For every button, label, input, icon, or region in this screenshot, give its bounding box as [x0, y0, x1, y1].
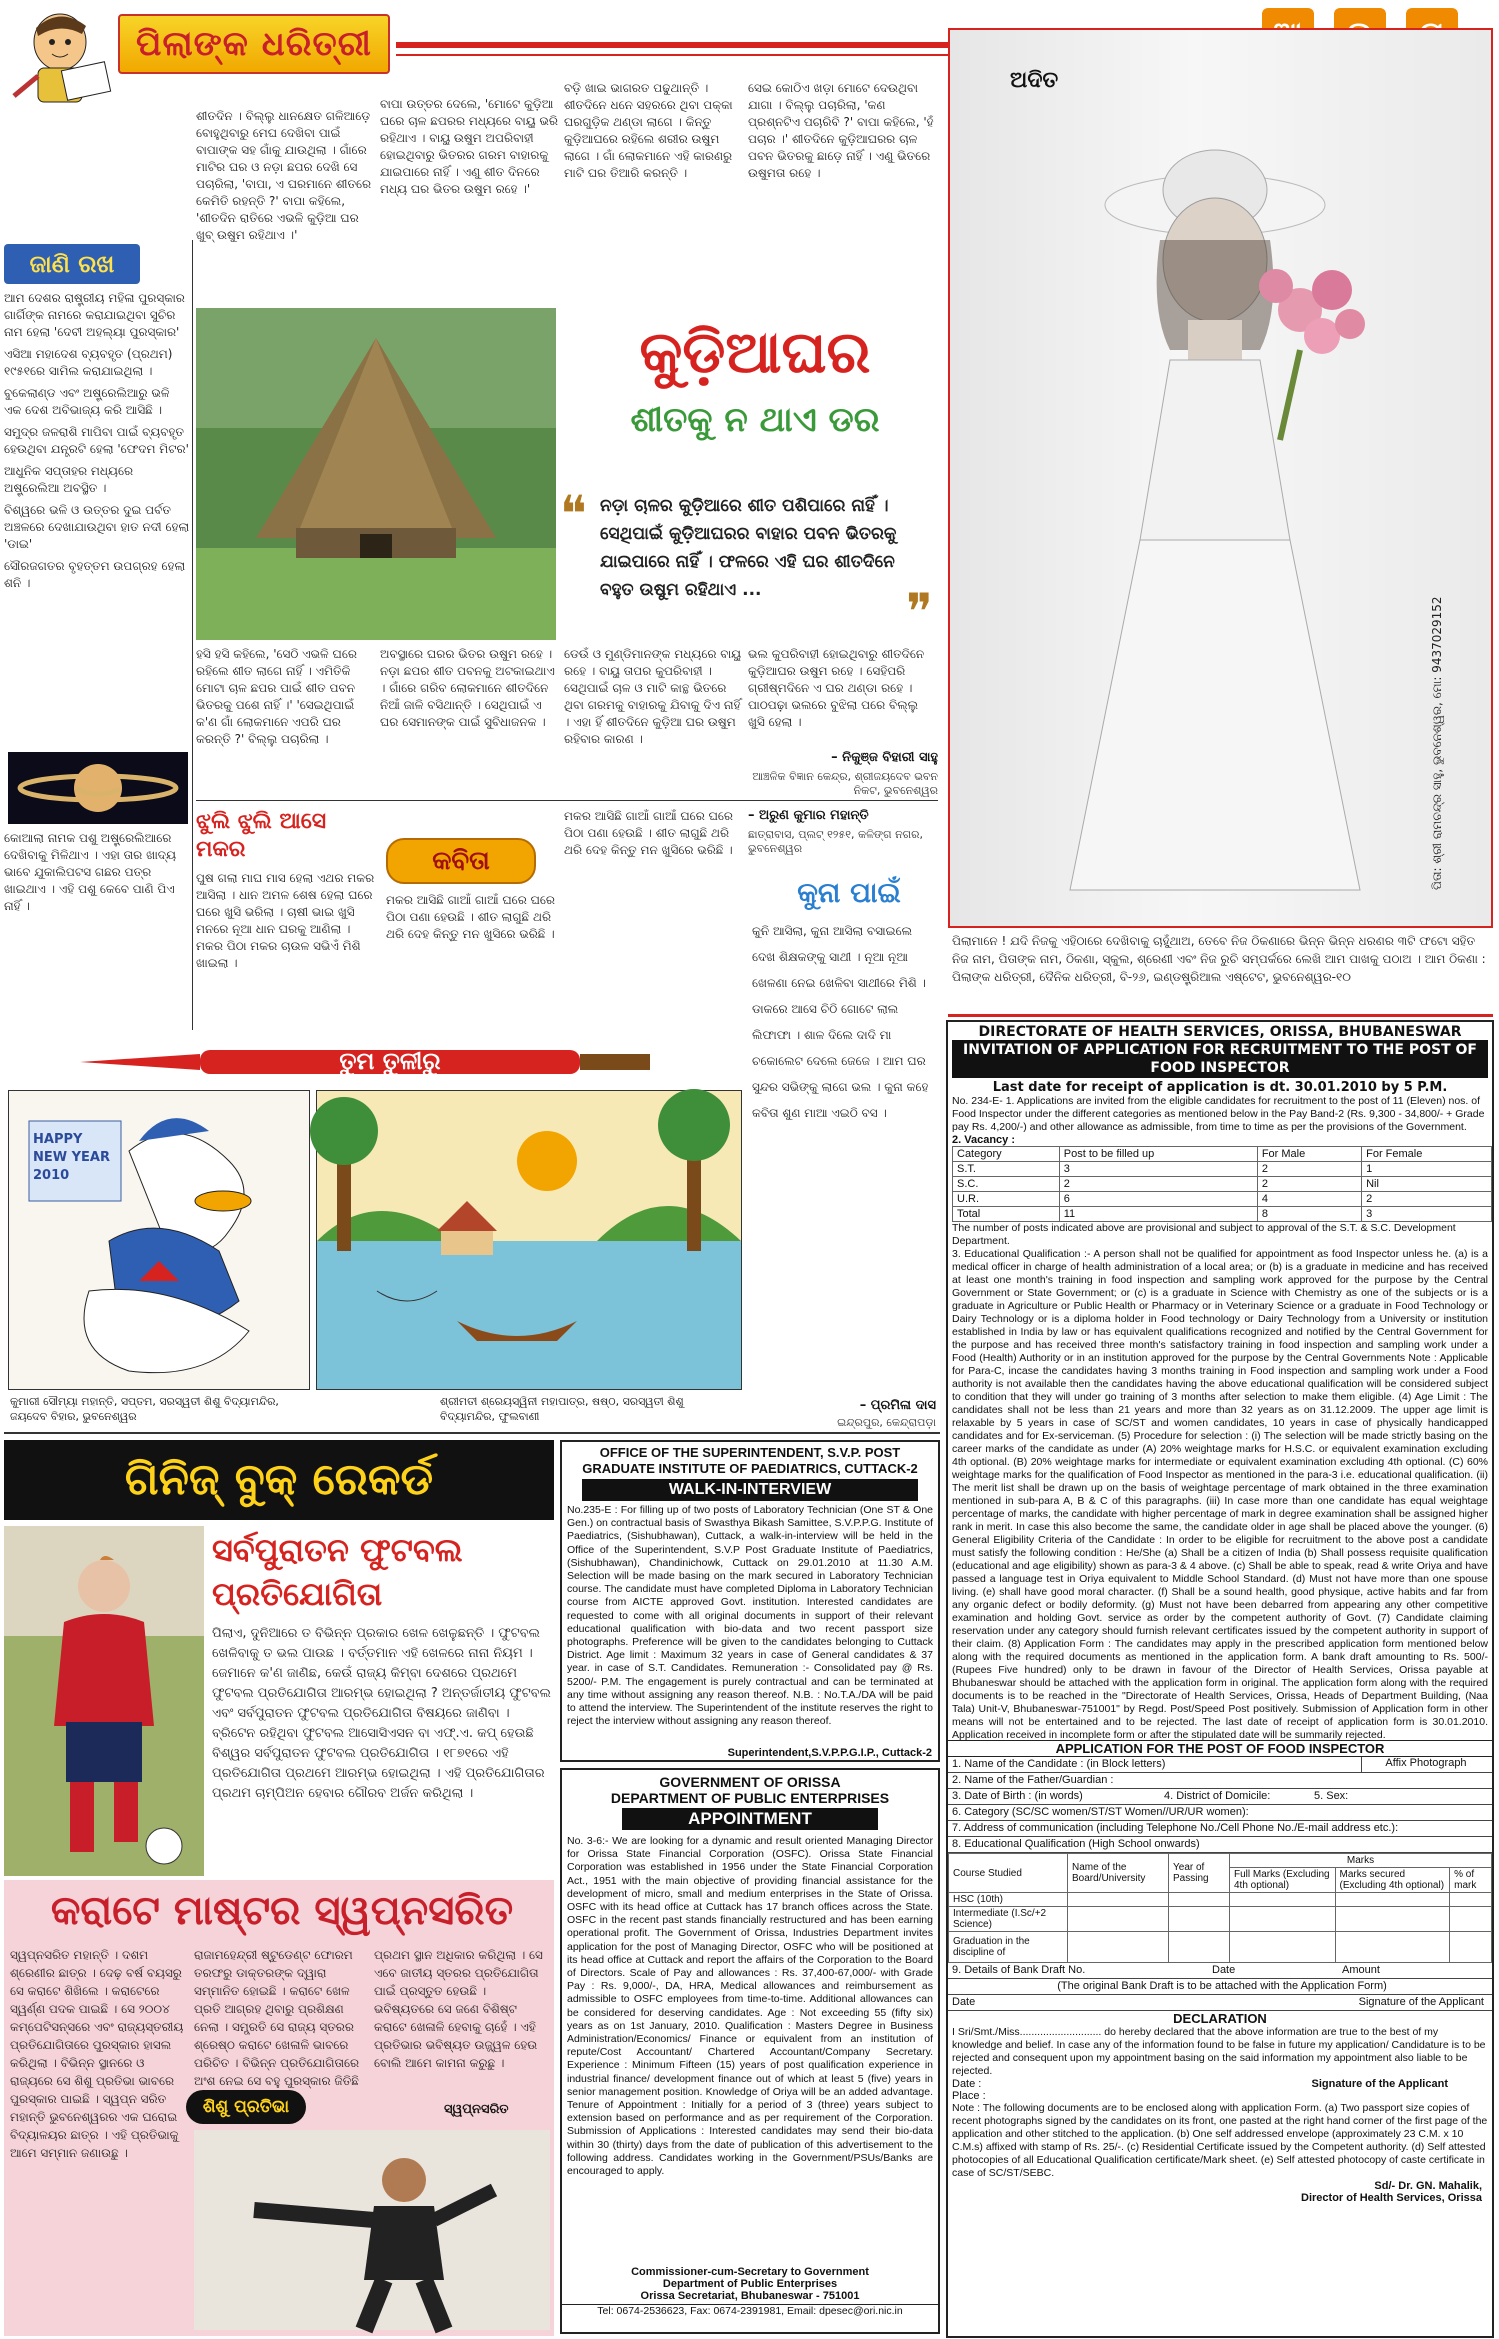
- affix-photo-label: Affix Photograph: [1385, 1757, 1467, 1769]
- header-red-stripe: [396, 42, 986, 48]
- story-col-1b: ହସି ହସି କହିଲେ, 'ସେଠି ଏଭଳି ଘରେ ରହିଲେ ଶୀତ ଲାଗେ ନାହିଁ । ଏମିତିକି ମୋଟା ଚାଳ ଛପର ପାଇଁ ଶୀତ ପବନ ଭିତରକୁ ପଶେ ନାହିଁ ।' 'ସେଇଥିପାଇଁ କ'ଣ ଗାଁ ଲୋକମାନେ ଏପରି ଘର କରନ୍ତି ?' ବିଲ୍ଲୁ ପଚାରିଲା ।: [196, 647, 357, 746]
- karate-photo-caption: ସ୍ୱପ୍ନସରିତ: [444, 2102, 509, 2117]
- boy-reading-illustration: [8, 6, 118, 114]
- story-bottom-rule: [196, 800, 938, 801]
- decl-place: Place :: [952, 2090, 986, 2102]
- story-col-2b: ଅବସ୍ଥାରେ ଘରର ଭିତର ଉଷୁମ ରହେ । ନଡ଼ା ଛପର ଶୀତ ପବନକୁ ଅଟକାଇଥାଏ । ଗାଁରେ ଗରିବ ଲୋକମାନେ ଶୀତଦିନେ ନିଆଁ ଜାଳି ବସିଥାନ୍ତି । ସେଥିପାଇଁ ଏ ଘର ସେମାନଙ୍କ ପାଇଁ ସୁବିଧାଜନକ ।: [380, 647, 555, 729]
- health-ad-dept: DIRECTORATE OF HEALTH SERVICES, ORISSA, BHUBANESWAR: [978, 1024, 1462, 1040]
- guinness-heading: ଗିନିଜ୍ ବୁକ୍ ରେକର୍ଡ: [124, 1454, 434, 1505]
- village-river-drawing: [317, 1091, 741, 1389]
- aina-divider: [948, 1014, 1493, 1017]
- drawing-text: HAPPY NEW YEAR 2010: [33, 1132, 110, 1183]
- drawing-caption-1: କୁମାରୀ ସୌମ୍ୟା ମହାନ୍ତି, ସପ୍ତମ, ସରସ୍ୱତୀ ଶିଶୁ ବିଦ୍ୟାମନ୍ଦିର, ଜୟଦେବ ବିହାର, ଭୁବନେଶ୍ୱର: [10, 1395, 279, 1423]
- health-ad-signatory: Sd/- Dr. GN. Mahalik,: [1374, 2180, 1482, 2192]
- table-row: S.T. 3 2 1: [953, 1162, 1492, 1177]
- karate-body-3: ପ୍ରଥମ ସ୍ଥାନ ଅଧିକାର କରିଥିଲା । ସେ ଏବେ ଜାତୀୟ ସ୍ତରର ପ୍ରତିଯୋଗିତା ପାଇଁ ପ୍ରସ୍ତୁତ ହେଉଛି । ଭବିଷ୍ୟତରେ ସେ ଜଣେ ବିଶିଷ୍ଟ କରାଟେ ଖେଳାଳି ହେବାକୁ ଚାହେଁ । ଏହି ପ୍ରତିଭାର ଭବିଷ୍ୟତ ଉଜ୍ଜ୍ୱଳ ହେଉ ବୋଲି ଆମେ କାମନା କରୁଛୁ ।: [374, 1948, 543, 2070]
- svpp-body: No.235-E : For filling up of two posts of Laboratory Technician (One ST & One Gen.) on contractual basis of Swasthya Bikash Samittee, S.V.P.P.G. Institute of Paediatrics, (Sishubhawan), Cuttack, a walk-in-interview will be held in the Office of the Superintendent, S.V.P Post Graduate Institute of Paediatrics, (Sishubhawan), Chandinichowk, Cuttack on 29.01.2010 at 11.30 A.M. Selection will be made basing on the mark secured in Laboratory Technician course. The candidate must have completed Diploma in Laboratory Technician course from AICTE approved Govt. institution. Interested candidates are requested to come with all original documents in support of their relevant educational qualification with bio-data and two recent passport size photographs. Preference will be given to the candidates belonging to Cuttack District. Age limit : Maximum 32 years in case of General candidates & 37 year. in case of S.T. Candidates. Remuneration :- Consolidated pay @ Rs. 5200/- P.M. The engagement is purely contractual and can be terminated at any time without assigning any reason thereof. N.B. : No.T.A./DA will be paid to attend the interview. The Superintendent of the institute reserves the right to reject the interview without assigning any reason thereof.: [567, 1504, 933, 1728]
- health-ad-vacancy-label: 2. Vacancy :: [952, 1134, 1015, 1146]
- form-field-education: 8. Educational Qualification (High School onwards): [948, 1837, 1492, 1853]
- drawing-frame-1: [8, 1090, 310, 1390]
- table-row: Course Studied Name of the Board/University Year of Passing Marks: [949, 1854, 1492, 1868]
- table-row: Full Marks (Excluding 4th optional) Marks secured (Excluding 4th optional) % of mark: [949, 1868, 1492, 1893]
- guinness-title: ସର୍ବପୁରାତନ ଫୁଟବଲ ପ୍ରତିଯୋଗିତା: [212, 1531, 463, 1613]
- fact-item: ସମୁଦ୍ର ଜଳରାଶି ମାପିବା ପାଇଁ ବ୍ୟବହୃତ ହେଉଥିବା ଯନ୍ତ୍ରଟି ହେଲା 'ଫେଦମ ମିଟର': [4, 425, 189, 456]
- header-title-band: [118, 14, 390, 74]
- drawing-caption-2: ଶ୍ରୀମତୀ ଶ୍ରେୟସ୍ୱିନୀ ମହାପାତ୍ର, ଷଷ୍ଠ, ସରସ୍ୱତୀ ଶିଶୁ ବିଦ୍ୟାମନ୍ଦିର, ଫୁଲବାଣୀ: [440, 1395, 684, 1423]
- form-sign-row: [948, 1995, 1492, 2011]
- story-col-2: ବାପା ଉତ୍ତର ଦେଲେ, 'ମୋଟେ କୁଡ଼ିଆ ଘରେ ଚାଳ ଛପରର ମଧ୍ୟରେ ବାୟୁ ଭରି ରହିଥାଏ । ବାୟୁ ଉଷୁମ ଅପରିବାହୀ ହୋଇଥିବାରୁ ଭିତରର ଗରମ ବାହାରକୁ ଯାଇପାରେ ନାହିଁ । ଏଣୁ ଶୀତ ଦିନରେ ମଧ୍ୟ ଘର ଭିତର ଉଷୁମ ରହେ ।': [380, 97, 558, 196]
- table-row: Intermediate (I.Sc/+2 Science): [949, 1907, 1492, 1932]
- kuna-title: କୁନା ପାଇଁ: [797, 876, 901, 909]
- gov-banner: APPOINTMENT: [622, 1808, 878, 1830]
- bank-draft-note: (The original Bank Draft is to be attached with the Application Form): [948, 1979, 1492, 1995]
- kabita-author: – ଅରୁଣ କୁମାର ମହାନ୍ତି: [748, 808, 869, 823]
- child-photo: [1050, 110, 1380, 900]
- table-row: Total 11 8 3: [953, 1207, 1492, 1222]
- form-field-name: 1. Name of the Candidate : (in Block letters): [948, 1757, 1492, 1773]
- story-col-3: ବଡ଼ି ଖାଇ ଭାଗରତ ପଢୁଥାନ୍ତି । ଶୀତଦିନେ ଧନେ ସହରରେ ଥିବା ପକ୍କା ଘରଗୁଡ଼ିକ ଥଣ୍ଡା ଲାଗେ । କିନ୍ତୁ କୁଡ଼ିଆଘରେ ରହିଲେ ଶରୀର ଉଷୁମ ଲାଗେ । ଗାଁ ଲୋକମାନେ ଏହି କାରଣରୁ ମାଟି ଘର ତିଆରି କରନ୍ତି ।: [564, 81, 733, 180]
- kabita-body: ମକର ଆସିଛି ଗାଆଁ ଗାଆଁ ଘରେ ଘରେ ପିଠା ପଣା ହେଉଛି । ଶୀତ ଲାଗୁଛି ଥରି ଥରି ଦେହ କିନ୍ତୁ ମନ ଖୁସିରେ ଭରିଛି ।: [386, 893, 556, 941]
- gov-sign1: Commissioner-cum-Secretary to Government: [631, 2266, 869, 2278]
- story-col-3b: ଡେଉଁ ଓ ମୁଣ୍ଡିମାନଙ୍କ ମଧ୍ୟରେ ବାୟୁ ରହେ । ବାୟୁ ତାପର କୁପରିବାହୀ । ସେଥିପାଇଁ ଚାଳ ଓ ମାଟି କାନ୍ଥ ଭିତରେ ଥିବା ଗରମକୁ ବାହାରକୁ ଯିବାକୁ ଦିଏ ନାହିଁ । ଏହା ହିଁ ଶୀତଦିନେ କୁଡ଼ିଆ ଘର ଉଷୁମ ରହିବାର କାରଣ ।: [564, 647, 742, 746]
- story-author: – ନିକୁଞ୍ଜ ବିହାରୀ ସାହୁ: [831, 750, 938, 765]
- bank-draft-row: [948, 1963, 1492, 1979]
- kabita-author-address: ଛାତ୍ରାବାସ, ପ୍ଲଟ୍ ୧୨୫୧, କଳିଙ୍ଗ ନଗର, ଭୁବନେଶ୍ୱର: [748, 828, 923, 855]
- table-row: Category Post to be filled up For Male For Female: [953, 1147, 1492, 1162]
- tuma-tuli-banner: [80, 1040, 660, 1084]
- vacancy-table: [952, 1146, 1492, 1222]
- gov-sign2: Department of Public Enterprises: [662, 2278, 838, 2290]
- hut-photo: [196, 308, 556, 640]
- kudi-aaghara-quote: ନଡ଼ା ଚାଳର କୁଡ଼ିଆରେ ଶୀତ ପଶିପାରେ ନାହିଁ । ସେଥିପାଇଁ କୁଡ଼ିଆଘରର ବାହାର ପବନ ଭିତରକୁ ଯାଇପାରେ ନାହିଁ । ଫଳରେ ଏହି ଘର ଶୀତଦିନେ ବହୁତ ଉଷୁମ ରହିଥାଏ ...: [600, 496, 897, 600]
- affix-photo-box: [1361, 1757, 1490, 1772]
- header-red-stripe-2: [396, 54, 986, 56]
- form-field-father: 2. Name of the Father/Guardian :: [948, 1773, 1492, 1789]
- svpp-sign: Superintendent,S.V.P.P.G.I.P., Cuttack-2: [727, 1747, 932, 1759]
- fact-item: ଆମ ଦେଶର ରାଷ୍ଟ୍ରୀୟ ମହିଳା ପୁରସ୍କାର ଗାର୍ଗିଙ୍କ ନାମରେ କରାଯାଇଥିବା ସୁଚିର ନାମ ହେଲା 'ଦେବୀ ଅହଲ୍ୟା ପୁରସ୍କାର': [4, 291, 185, 339]
- table-row: S.C. 2 2 Nil: [953, 1177, 1492, 1192]
- table-row: U.R. 6 4 2: [953, 1192, 1492, 1207]
- guinness-body: ପିଲାଏ, ଦୁନିଆରେ ତ ବିଭିନ୍ନ ପ୍ରକାର ଖେଳ ଖେଳୁଛନ୍ତି । ଫୁଟବଲ ଖେଳିବାକୁ ତ ଭଲ ପାଉଛ । ବର୍ତ୍ତମାନ ଏହି ଖେଳରେ ନାନା ନିୟମ । ଜେମାନେ କ'ଣ ଜାଣିଛ, କେଉଁ ରାଜ୍ୟ କିମ୍ବା ଦେଶରେ ପ୍ରଥମେ ଫୁଟବଲ ପ୍ରତିଯୋଗିତା ଆରମ୍ଭ ହୋଇଥିଲା ? ଅନ୍ତର୍ଜାତୀୟ ଫୁଟବଲ ଏବଂ ସର୍ବପୁରାତନ ଫୁଟବଲ ପ୍ରତିଯୋଗିତା ବିଷୟରେ ଜାଣିବା । ବ୍ରିଟେନ ରହିଥିବା ଫୁଟବଲ ଆସୋସିଏସନ ବା ଏଫ୍.ଏ. କପ୍ ହେଉଛି ବିଶ୍ୱର ସର୍ବପୁରାତନ ଫୁଟବଲ ପ୍ରତିଯୋଗିତା । ୧୮୭୧ରେ ଏହି ପ୍ରତିଯୋଗିତା ପ୍ରଥମେ ଆରମ୍ଭ ହୋଇଥିଲା । ଏହି ପ୍ରତିଯୋଗିତାର ପ୍ରଥମ ଚାମ୍ପିଅନ ହେବାର ଗୌରବ ଅର୍ଜନ କରିଥିଲା ।: [212, 1626, 551, 1801]
- drawing-frame-2: [316, 1090, 742, 1390]
- karate-title: କରାଟେ ମାଷ୍ଟର ସ୍ୱପ୍ନସରିତ: [50, 1888, 514, 1934]
- aina-side-caption: ପିତା: ଶ୍ରୀ ରାମଚନ୍ଦ୍ର ସାହୁ, ଭୁବନେଶ୍ୱର, ମୋ: 9437029152: [1430, 596, 1444, 890]
- story-col-4: ସେଇ କୋଠିଏ ଖଡ଼ା ମୋଟେ ଦେଉଥିବା ଯାଗା । ବିଲ୍ଲୁ ପଚାରିଲା, 'କଣ ପ୍ରଶ୍ନଟିଏ ପଚାରିବି ?' ବାପା କହିଲେ, 'ହଁ ପଚାର ।' ଶୀତଦିନେ କୁଡ଼ିଆଘରର ଚାଳ ପବନ ଭିତରକୁ ଛାଡ଼େ ନାହିଁ । ଏଣୁ ଭିତରେ ଉଷୁମତା ରହେ ।: [748, 81, 934, 180]
- gov-body: No. 3-6:- We are looking for a dynamic and result oriented Managing Director for Orissa State Financial Corporation (OSFC). Orissa State Financial Corporation was established in 1956 under the State Financial Corporation Act., 1951 with the main objective of providing financial assistance for the development of micro, small and medium enterprises in the State of Orissa. OSFC with its head office at Cuttack has 17 branch offices across the State. OSFC in the recent past stands financially restructured and has been earning operational profit. The Government of Orissa, Industries Department invites application for the post of Managing Director, OSFC who will be positioned at its head office at Cuttack and report the affairs of the Corporation to the Board of Directors. Scale of Pay and allowances : Rs. 37,400-67,000/- with Grade Pay : Rs. 9,000/-, DA, HRA, Medical allowances and reimbursement as admissible to OSFC employees from time-to-time. Additional allowances can be considered for deserving candidates. Age : Not exceeding 55 (fifty six) years as on 1st January, 2010. Qualification : Masters Degree in Business Administration/Economics/ Finance or equivalent from an institution of repute/Cost Accountant/ Chartered Accountant/Company Secretary. Experience : Minimum Fifteen (15) years of post qualification experience in industrial finance/ development finance out of which at least 5 (five) years in senior management position. Knowledge of Oriya will be an added advantage. Tenure of Appointment : Initially for a period of 3 (three) years subject to extension based on performance and as per requirement of the Corporation. Submission of Applications : Interested candidates may send their bio-data within 30 (thirty) days from the date of publication of this advertisement to the following address. Candidates working in the Government/PSUs/Banks are encouraged to apply.: [567, 1835, 933, 2178]
- bank-draft-no: 9. Details of Bank Draft No.: [952, 1964, 1086, 1976]
- jani-rakha-heading: ଜାଣି ରଖ: [29, 250, 115, 278]
- jani-rakha-heading-box: [4, 244, 140, 284]
- gov-sign3: Orissa Secretariat, Bhubaneswar - 751001: [640, 2290, 860, 2302]
- svpp-banner: WALK-IN-INTERVIEW: [582, 1479, 918, 1501]
- table-row: Graduation in the discipline of: [949, 1932, 1492, 1963]
- bank-draft-amount: Amount: [1342, 1964, 1380, 1976]
- declaration-text: I Sri/Smt./Miss............................ do hereby declared that the above information are true to the best of my knowledge and belief. In case any of the information found to be false in future my application/ Candidature is to be rejected and consequent upon my appointment basing on the said information my appointment also liable to be rejected.: [952, 2026, 1486, 2077]
- saturn-icon: [8, 752, 188, 824]
- kudi-aaghara-title: କୁଡ଼ିଆଘର: [639, 318, 871, 386]
- kuna-author: – ପ୍ରମିଳା ଦାସ: [859, 1398, 936, 1413]
- health-ad-para2: The number of posts indicated above are provisional and subject to approval of the S.T. & S.C. Development Department.: [952, 1222, 1456, 1247]
- health-ad-banner: INVITATION OF APPLICATION FOR RECRUITMENT TO THE POST OF FOOD INSPECTOR: [952, 1040, 1488, 1078]
- quote-open-icon: ❝: [560, 485, 587, 543]
- form-date-label: Date: [952, 1996, 976, 2008]
- karate-section: [4, 1880, 554, 2336]
- health-ad: [946, 1020, 1494, 2338]
- form-title: APPLICATION FOR THE POST OF FOOD INSPECTOR: [948, 1740, 1492, 1757]
- gov-contact: Tel: 0674-2536623, Fax: 0674-2391981, Email: dpesec@ori.nic.in: [562, 2304, 938, 2317]
- svpp-ad: [560, 1440, 940, 1762]
- guinness-heading-band: [4, 1440, 554, 1520]
- story-col-4b: ଭଲ କୁପରିବାହୀ ହୋଇଥିବାରୁ ଶୀତଦିନେ କୁଡ଼ିଆଘର ଉଷୁମ ରହେ । ସେହିପରି ଗ୍ରୀଷ୍ମଦିନେ ଏ ଘର ଥଣ୍ଡା ରହେ । ପାଠପଢ଼ା ଭଲରେ ବୁଝିଲା ପରେ ବିଲ୍ଲୁ ଖୁସି ହେଲା ।: [748, 647, 925, 729]
- health-ad-para1: No. 234-E- 1. Applications are invited from the eligible candidates for recruitment to the post of 11 (Eleven) nos. of Food Inspector under the different categories as mentioned below in the Pay Band-2 (Rs. 9,300 - 34,800/- + Grade pay Rs. 4,200/-) and other allowance as admissible, from time to time as per the provisions of the Government.: [952, 1095, 1485, 1133]
- kudi-aaghara-subtitle: ଶୀତକୁ ନ ଥାଏ ଡର: [630, 400, 880, 440]
- bank-draft-date: Date: [1212, 1964, 1236, 1976]
- declaration-title: DECLARATION: [1173, 2011, 1267, 2026]
- header-mascot: [8, 6, 118, 114]
- kuna-body: କୁନି ଆସିଲା, କୁନା ଆସିଲା ବସାଇଲେ ଦେଖ ଶିକ୍ଷକଙ୍କୁ ସାଥୀ । ନୂଆ ନୂଆ ଖେଳଣା ନେଇ ଖେଳିବା ସାଥୀରେ ମିଶି । ଡାକରେ ଆସେ ଚିଠି ଗୋଟେ ଲାଲ ଲିଫାଫା । ଶାଳ ଦିଲେ ଦାଦି ମା ଚକୋଲେଟ ଦେଲେ ଜେଜେ । ଆମ ଘର ସୁନ୍ଦର ସଭିଙ୍କୁ ଲାଗେ ଭଲ । କୁନା କହେ କବିତା ଶୁଣ ମାଆ ଏଇଠି ବସ ।: [752, 924, 929, 1120]
- aina-photo-box: [948, 28, 1493, 928]
- form-field-category: 6. Category (SC/SC women/ST/ST Women//UR/UR women):: [948, 1805, 1492, 1821]
- marks-table: [948, 1853, 1492, 1963]
- form-field-dob-row: [948, 1789, 1492, 1805]
- application-form: [948, 1757, 1492, 2011]
- karate-photo: [194, 2130, 550, 2330]
- karate-badge: [186, 2090, 306, 2124]
- kabita-label: କବିତା: [432, 846, 490, 876]
- fact-item: ଏସିଆ ମହାଦେଶ ବ୍ୟବହୃତ (ପ୍ରଥମ) ୧୯୫୧ରେ ସାମିଲ କରାଯାଇଥିଲା ।: [4, 347, 173, 378]
- fact-item: ବୁକେଲାଣ୍ଡ ଏବଂ ଅଷ୍ଟ୍ରେଲିଆରୁ ଭଳି ଏକ ଦେଶ ଅବିଭାଜ୍ୟ କରି ଆସିଛି ।: [4, 386, 170, 417]
- jani-rakha-list: [4, 290, 190, 750]
- footballer-photo: [4, 1526, 204, 1876]
- child-name: ଅଦିତ: [1010, 68, 1059, 93]
- form-signature-label: Signature of the Applicant: [1358, 1996, 1484, 2008]
- quote-close-icon: ❞: [906, 583, 933, 641]
- story-author-address: ଆଞ୍ଚଳିକ ବିଜ୍ଞାନ କେନ୍ଦ୍ର, ଶ୍ରୀଜୟଦେବ ଭବନ ନିକଟ, ଭୁବନେଶ୍ୱର: [752, 770, 938, 797]
- decl-sign-row: [948, 2078, 1492, 2090]
- tuma-tuli-bottom-rule: [4, 1432, 940, 1434]
- health-ad-last-date: Last date for receipt of application is dt. 30.01.2010 by 5 P.M.: [992, 1080, 1448, 1095]
- koala-fact: କୋଆଲା ନାମକ ପଶୁ ଅଷ୍ଟ୍ରେଲିଆରେ ଦେଖିବାକୁ ମିଳିଥାଏ । ଏହା ତାର ଖାଦ୍ୟ ଭାବେ ଯୁକାଲିପଟସ ଗଛର ପତ୍ର ଖାଇଥାଏ । ଏହି ପଶୁ କେବେ ପାଣି ପିଏ ନାହିଁ ।: [4, 831, 176, 913]
- health-ad-para3: 3. Educational Qualification :- A person shall not be qualified for appointment as food Inspector unless he. (a) is a medical officer in charge of health administration of a local area; or (b) is a graduate in medicine and has received at least one month's training in food inspection and sampling work approved for the purpose by the Central Government or State Government; or (c) is a graduate in Science with Chemistry as one of the subjects or is a graduate in Agriculture or Public Health or Pharmacy or in Veterinary Science or a graduate in Food Technology or Dairy Technology or is a diploma holder in Food technology or Dairy Technology from a University or institution established in India by law or has equivalent qualifications recognized and notified by the Central Government for the purpose and has received three month's satisfactory training in food inspection and sampling work under a Food (Health) Authority or in an institution approved for the purpose by the Central Governments Note : Applicable for Para-C, incase the candidates having 3 months training in Food inspection and sampling work under a Food authority is not available then the candidates having the above educational qualification will be considered subject to condition that they will under go training of 3 months after selection to make them eligible. (4) Age Limit : The candidates shall not be less than 21 years and more than 32 years as on 31.12.2009. The upper age limit is relaxable by 5 years in case of SC/ST and women candidates, 10 years in case of physically handicapped candidates and for Ex-serviceman. (5) Procedure for selection : (i) The selection will be made strictly basing on the career marks of the candidate as under (A) 20% weightage marks for H.S.C. or equivalent examination excluding 4th optional. (B) 20% weightage marks for intermediate or equivalent examination excluding 4th optional. (C) 60% weightage marks for the qualification of Food Inspector as mentioned in the para-3 i.e. educational qualification. (ii) The merit list shall be drawn up on the basis of weightage percentage of mark obtained in the three examination mentioned in sub-para A, B & C of this paragraphs. (iii) In case more than one candidate has equal weightage percentage of marks, the candidate with higher percentage of mark in degree examination shall be assigned higher rank in merit. In case this also become the same, the candidate older in age shall be placed above the younger. (6) General Eligibility Criteria of the Candidate : In order to be eligible for recruitment to the above post a candidate must satisfy the following condition : He/She (a) Shall be a citizen of India (b) Shall possess requisite qualification (educational and age eligibility) shown as para-3 & 4 above. (c) Shall be able to speak, read & write Oriya and have passed a language test in Oriya equivalent to Middle School Standard. (d) Must not have more than one spouse living. (e) shall have good moral character. (f) Shall be a sound health, good physique, active habits and far from any organic defect or bodily deformity. (g) Must not have been debarred from appearing any other competitive examination and holding Govt. service as order by the competent authority of Govt. (7) Candidate claiming reservation under any category should furnish relevant certificates issued by the competent authority in support of their claim. (8) Application Form : The candidates may apply in the prescribed application form mentioned below along with the required documents as mentioned in the application form. A bank draft amounting to Rs. 500/- (Rupees Five hundred) only to be drawn in favour of the Director of Health Services, Orissa payable at Bhubaneswar should be attached with the application form in original. The application form along with the required documents is to be reached in the "Directorate of Health Services, Orissa, Heads of Department Building, (Naa Tala) Unit-V, Bhubaneswar-751001" by Regd. Post/Speed Post positively. Submission of Application form in other means will not be entertained and to be rejected. The last date of receipt of application form is 30.01.2010. Application received in incomplete form or after the stipulated date will be summarily rejected.: [952, 1248, 1488, 1741]
- fact-item: ବିଶ୍ୱରେ ଭଳି ଓ ଉତ୍ତର ଦୁଇ ପର୍ବତ ଅଞ୍ଚଳରେ ଦେଖାଯାଉଥିବା ହାତ ନଦୀ ହେଲା 'ଡାଇ': [4, 503, 190, 551]
- decl-date: Date :: [952, 2078, 982, 2090]
- kabita-body-2: ମକର ଆସିଛି ଗାଆଁ ଗାଆଁ ଘରେ ଘରେ ପିଠା ପଣା ହେଉଛି । ଶୀତ ଲାଗୁଛି ଥରି ଥରି ଦେହ କିନ୍ତୁ ମନ ଖୁସିରେ ଭରିଛି ।: [564, 809, 734, 857]
- form-field-sex: 5. Sex:: [1314, 1790, 1349, 1802]
- tuma-tuli-title: ତୁମ ତୁଳୀରୁ: [339, 1047, 441, 1075]
- gov-ad: [560, 1768, 940, 2334]
- gov-title2: DEPARTMENT OF PUBLIC ENTERPRISES: [610, 1790, 890, 1806]
- gov-title1: GOVERNMENT OF ORISSA: [659, 1774, 841, 1790]
- poem1-title: ଝୁଲି ଝୁଲି ଆସେ ମକର: [196, 809, 327, 862]
- form-field-address: 7. Address of communication (including Telephone No./Cell Phone No./E-mail address etc.):: [948, 1821, 1492, 1837]
- table-row: HSC (10th): [949, 1893, 1492, 1907]
- decl-signature: Signature of the Applicant: [1311, 2078, 1448, 2090]
- flower-bouquet-icon: [1259, 269, 1365, 440]
- karate-body-2: ରାଜାମହେନ୍ଦ୍ରୀ ଷ୍ଟୁଡେଣ୍ଟ ଫୋରମ ତରଫରୁ ଡାକ୍ତରଙ୍କ ଦ୍ୱାରା ସମ୍ମାନିତ ହୋଇଛି । କରାଟେ ଖେଳ ପ୍ରତି ଆଗ୍ରହ ଥିବାରୁ ପ୍ରଶିକ୍ଷଣ ନେଲା । ସମ୍ପ୍ରତି ସେ ରାଜ୍ୟ ସ୍ତରର ଶ୍ରେଷ୍ଠ କରାଟେ ଖେଳାଳି ଭାବରେ ପରିଚିତ । ବିଭିନ୍ନ ପ୍ରତିଯୋଗିତାରେ ଅଂଶ ନେଇ ସେ ବହୁ ପୁରସ୍କାର ଜିତିଛି: [194, 1948, 360, 2088]
- karate-body-1: ସ୍ୱପ୍ନସରିତ ମହାନ୍ତି । ଦଶମ ଶ୍ରେଣୀର ଛାତ୍ର । ଦେଢ଼ ବର୍ଷ ବୟସରୁ ସେ କରାଟେ ଶିଖିଲେ । କରାଟେରେ ସ୍ୱର୍ଣ୍ଣ ପଦକ ପାଇଛି । ସେ ୨୦୦୪ କମ୍ପେଟିସନ୍ସରେ ଏବଂ ରାଜ୍ୟସ୍ତରୀୟ ପ୍ରତିଯୋଗିତାରେ ପୁରସ୍କାର ହାସଲ କରିଥିଲା । ବିଭିନ୍ନ ସ୍ଥାନରେ ଓ ରାଜ୍ୟରେ ସେ ଶିଶୁ ପ୍ରତିଭା ଭାବରେ ପୁରସ୍କାର ପାଇଛି । ସ୍ୱପ୍ନ ସରିତ ମହାନ୍ତି ଭୁବନେଶ୍ୱରର ଏକ ଘରୋଇ ବିଦ୍ୟାଳୟର ଛାତ୍ର । ଏହି ପ୍ରତିଭାକୁ ଆମେ ସମ୍ମାନ ଜଣାଉଛୁ ।: [10, 1948, 184, 2160]
- page-title: ପିଲାଙ୍କ ଧରିତ୍ରୀ: [136, 24, 372, 64]
- left-column-rule: [192, 240, 193, 1030]
- health-ad-signatory-title: Director of Health Services, Orissa: [1301, 2192, 1482, 2204]
- form-field-dob: 3. Date of Birth : (in words): [952, 1790, 1083, 1802]
- story-col-1: ଶୀତଦିନ । ବିଲ୍ଲୁ ଧାନକ୍ଷେତ ଗଳିଆଡ଼େ ବୋହୁଥିବାରୁ ମେଘ ଦେଖିବା ପାଇଁ ବାପାଙ୍କ ସହ ଗାଁକୁ ଯାଉଥିଲା । ଗାଁରେ ମାଟିର ଘର ଓ ନଡ଼ା ଛପର ଦେଖି ସେ ପଚାରିଲା, 'ବାପା, ଏ ଘରମାନେ ଶୀତରେ କେମିତି ରହନ୍ତି ?' ବାପା କହିଲେ, 'ଶୀତଦିନ ରାତିରେ ଏଭଳି କୁଡ଼ିଆ ଘର ଖୁବ୍ ଉଷୁମ ରହିଥାଏ ।': [196, 109, 372, 242]
- karate-badge-label: ଶିଶୁ ପ୍ରତିଭା: [202, 2097, 290, 2117]
- kuna-author-address: ଇନ୍ଦ୍ରପୁର, କେନ୍ଦ୍ରାପଡ଼ା: [837, 1416, 936, 1429]
- poem1-body: ପୁଷ ଗଲା ମାଘ ମାସ ହେଲା ଏଥର ମକର ଆସିଲା । ଧାନ ଅମଳ ଶେଷ ହେଲା ଘରେ ଘରେ ଖୁସି ଭରିଲା । ଚାଷୀ ଭାଇ ଖୁସି ମନରେ ନୂଆ ଧାନ ଘରକୁ ଆଣିଲା । ମକର ପିଠା ମକର ଚାଉଳ ସଭିଏଁ ମିଶି ଖାଇଲା ।: [196, 871, 375, 970]
- form-field-district: 4. District of Domicile:: [1164, 1790, 1271, 1802]
- aina-invite-text: ପିଲାମାନେ ! ଯଦି ନିଜକୁ ଏହିଠାରେ ଦେଖିବାକୁ ଚାହୁଁଥାଅ, ତେବେ ନିଜ ଠିକଣାରେ ଭିନ୍ନ ଭିନ୍ନ ଧରଣର ୩ଟି ଫଟୋ ସହିତ ନିଜ ନାମ, ପିତାଙ୍କ ନାମ, ଠିକଣା, ସ୍କୁଲ, ଶ୍ରେଣୀ ଏବଂ ନିଜ ରୁଚି ସମ୍ପର୍କରେ ଲେଖି ଆମ ପାଖକୁ ପଠାଅ । ଆମ ଠିକଣା : ପିଲାଙ୍କ ଧରିତ୍ରୀ, ଦୈନିକ ଧରିତ୍ରୀ, ବି-୨୬, ଇଣ୍ଡଷ୍ଟ୍ରିଆଲ ଏଷ୍ଟେଟ, ଭୁବନେଶ୍ୱର-୧୦: [952, 934, 1486, 984]
- fact-item: ସୌରଜଗତର ବୃହତ୍ତମ ଉପଗ୍ରହ ହେଲା ଶନି ।: [4, 559, 186, 590]
- health-ad-note: Note : The following documents are to be enclosed along with application Form. (a) Two passport size copies of recent photographs signed by the candidates on its front, one pasted at the right hand corner of the first page of the application and other stitched to the application. (b) One self addressed envelope (approximately 23 C.M. x 10 C.M.s) affixed with stamp of Rs. 25/-. (c) Residential Certificate issued by the Competent authority. (d) Self attested photocopies of all Educational Qualification certificate/Mark sheet. (e) Self attested photocopy of caste certificate in case of SC/ST/SEBC.: [952, 2102, 1488, 2179]
- svpp-office: OFFICE OF THE SUPERINTENDENT, S.V.P. POST GRADUATE INSTITUTE OF PAEDIATRICS, CUTTACK-2: [582, 1445, 918, 1476]
- kabita-badge: [386, 838, 536, 884]
- fact-item: ଆଧୁନିକ ସପ୍ତାହର ମଧ୍ୟରେ ଅଷ୍ଟ୍ରେଲିଆ ଅବସ୍ଥିତ ।: [4, 464, 134, 495]
